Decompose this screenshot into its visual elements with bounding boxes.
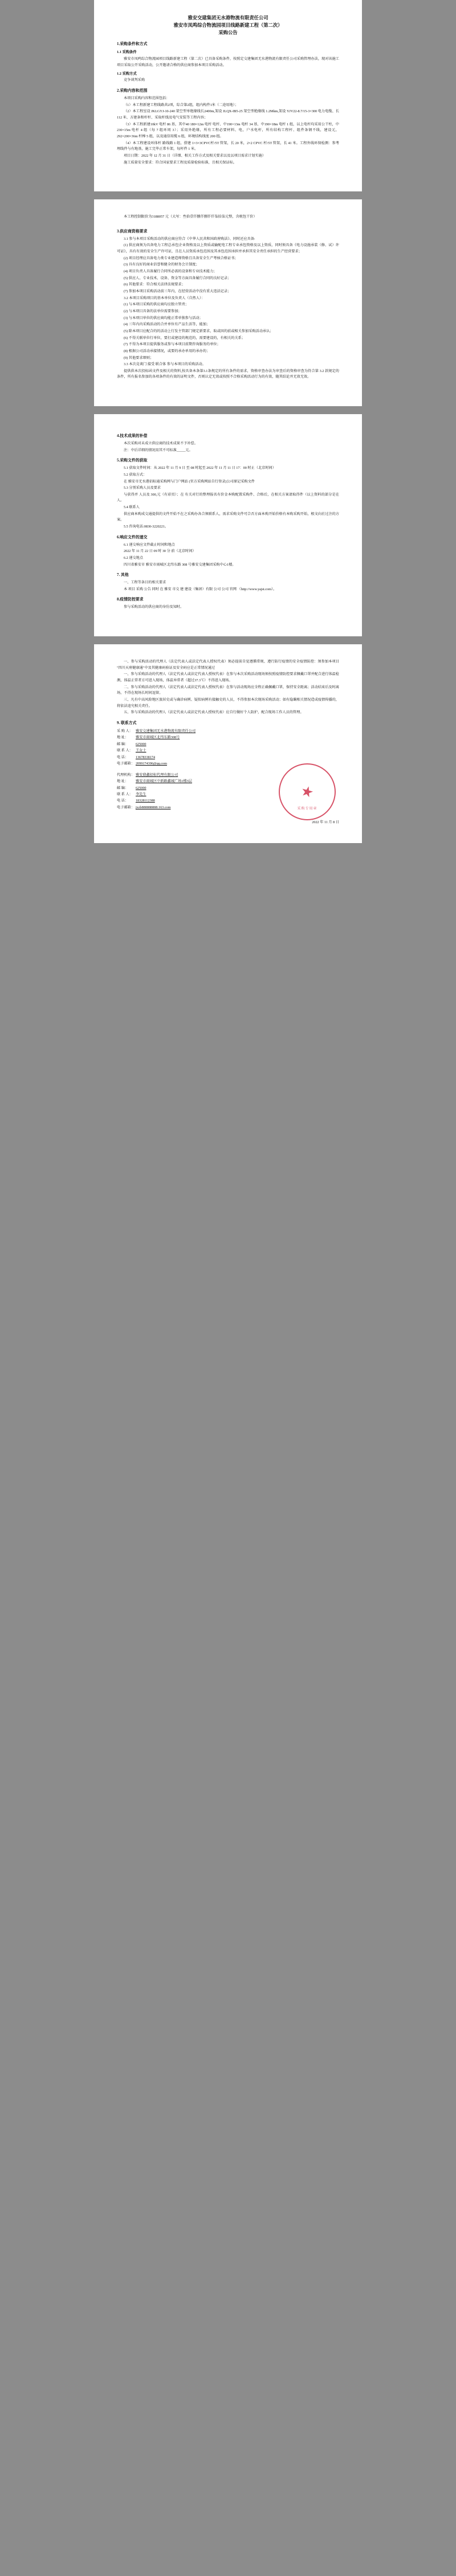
paragraph-2-2: （2）本工程室设 JKLGYJ-10-240 架空型单绝缘线长2400m,架设 JLQX-IB5-25 架空型绝缘线 1.2Mkm,架设 YJV22-8.7/15-3×300 电力电缆、长 112 米、方建条和杆杆、采取杆线及电气安装等工程内容； <box>117 109 339 120</box>
section-heading-5: 5.采购文件的获取 <box>117 459 148 463</box>
paragraph-3-2-1: (1) 与本项目采购的供应商均应独立管责； <box>124 302 189 307</box>
epidemic-notice-3: 二、参与采购活动的代理人（法定代表人或法定代表人授权代表）在参与活动现场应全程正确佩戴口罩，保持安全距离；活动结束后及时离场，不得在现场长时间逗留。 <box>117 685 339 696</box>
agency-value: 雅安鼎鑫招标代理有限公司 <box>135 772 178 777</box>
submission-place: 四川省雅安市 雅安市雨城区北纬东路 308 号雅安交建集团采购中心1楼。 <box>124 562 236 567</box>
paragraph-3-1-1: (1) 供应商须为具备电力工程总承包企业资格及以上资质或输配电工程专业承包资格及以上资质，同时须具备《电力设施承装（修、试）许可证》，具有有效的安全生产许可证，且在人员资质承包范围及其承包范围承担并承担其安全责任承担的生产经营要求； <box>117 243 339 254</box>
title-line-1: 雅安交建集团无水港物流有限责任公司 <box>188 15 268 21</box>
quality-requirement: 施工质量安全要求：符合国家要求工程及质量检验标准，且相关保证标。 <box>124 160 237 165</box>
subheading-1-2: 1.2 采购方式 <box>117 71 137 76</box>
epidemic-notice-4: 三、凡有中高风险地区旅居史或与确诊病例、疑似病例有接触史的人员，不得参加本次现场采购活动；如有隐瞒相关情况造成疫情传播的，将依法追究相关责任。 <box>117 697 339 708</box>
paragraph-3-3-1: (7) 不得为本项目提供服务或参与本项目前期咨询服务的单位； <box>124 342 221 347</box>
doc-acquire-time: 5.1 获取文件时间：从 2022 年 11 月 9 日 至 08 时起至 2022 年 11 月 11 日 17：00 时止（北京时间） <box>124 466 276 471</box>
purchaser-email-value: 2099174396@qq.com <box>135 762 167 766</box>
agency-person-label: 联 系 人： <box>117 792 133 796</box>
agency-contact-table <box>117 772 193 811</box>
purchaser-zip-label: 邮 编： <box>117 742 129 746</box>
purchaser-zip-value: 625000 <box>135 742 146 746</box>
epidemic-notice-1: 一、参与采购活动的代理人（法定代表人或法定代表人授权代表）须必提前自觉遵循常规、遵行防行疫情的安全疫情防控：须参加本项目 "四川天府健康通"中及其健康码验证及安全码应是正常情况通过 <box>117 659 339 670</box>
paragraph-3-1-6: (6) 其他要求：符合相关法律法规要求； <box>124 283 185 287</box>
seal-bottom-text: 采购专用章 <box>297 807 317 811</box>
table-row <box>117 747 197 754</box>
purchaser-person-label: 联 系 人： <box>117 749 133 753</box>
contact-person-label: 5.4 联系人 <box>124 505 140 510</box>
document-page <box>0 0 456 854</box>
publish-website: 本 项目 采购 公告 同时 在 雅安 市交 建 建设（集团）有限 公司 公司 官网 （http://www.yajst.com）。 <box>124 587 277 591</box>
table-row <box>117 778 193 784</box>
paragraph-3-2-3: (3) 与本项目单位的供应商均能正常单独参与活动； <box>124 316 203 320</box>
paragraph-3-2-4: (4) 三年内内采购活动的合并单位有产品生活等，能加； <box>124 322 210 327</box>
submission-place-label: 6.2 递交地点 <box>124 555 144 560</box>
qualification-note: 提供供本次投标函文件及相关的资料,按具备本条第3.1条规定的所有条件的需求，资格审查办法为审查后的资格审查为符合第 3.2 款规定的条件，所有报名参加的各项条件的有效的证明文件，否则认定无效或按照不合格采购活动行为的有效，随其结论并无效无效。 <box>117 369 339 379</box>
paragraph-1-2: 竞争谈判采购 <box>124 78 145 83</box>
paragraph-3-2-5: (5) 除本项目应配合的的活动上行发主管部门规定新要求，取或因的前或相关参加采购活动承认； <box>124 329 274 333</box>
paragraph-2-3: （3）本工程新建10kV 电杆 86 基，其中40 180×12m 电杆 电杆、中190×13m 电杆 34 基、中190×18m 电杆 1 组，以上电杆均采用公干柱，中230×15m 电杆 4 组（每 7 组环周 3）；采用外绝缘，所有工程必要材料、电，户水电杆，所有结构工程杆、组件条钢不线，建设元，292×200×36m 杆棒 5 组，以及通信用缆 6 组，环境结构线度 200 组。 <box>117 122 339 138</box>
section-heading-9: 9. 联系方式 <box>117 721 137 725</box>
agency-phone-label: 电 话： <box>117 799 129 803</box>
table-row <box>117 791 193 798</box>
paragraph-8-1: 参与采购活动的供应商的身份及知时。 <box>124 605 184 610</box>
document-title <box>117 15 339 37</box>
paragraph-4-2: 注：中后详细的情况用其不可标准_____元。 <box>124 448 193 452</box>
table-row <box>117 760 197 767</box>
epidemic-notice-2: 一、参与采购活动的代理人（法定代表人或法定代表人授权代表）在参与本次采购活动现场须按照疫情防控要求佩戴口罩并配合进行体温检测，体温正常者方可进入现场，体温异常者（超过37.3℃）不得进入现场。 <box>117 672 339 682</box>
purchaser-phone-label: 电 话： <box>117 755 129 759</box>
title-line-2: 雅安市凤鸣综合物流园项目线路新建工程（第二次） <box>173 22 283 28</box>
section-heading-3: 3.供应商资格要求 <box>117 229 148 234</box>
section-heading-7: 7. 其他 <box>117 573 129 578</box>
publish-date: 2022 年 11 月 8 日 <box>312 820 339 825</box>
agency-label: 代理机构： <box>117 772 135 777</box>
paragraph-3-4: 3.3 本次竞谈门 接受 联合体 参与本项目的采购活动。 <box>124 362 206 367</box>
purchaser-label: 采 购 人： <box>117 729 133 733</box>
section-heading-4: 4.技术成果的补偿 <box>117 434 148 439</box>
paragraph-4-1: 本次采购对未成立供应商的技术成果不予补偿。 <box>124 441 198 446</box>
agency-zip-label: 邮 编： <box>117 786 129 790</box>
paragraph-7-1: 一、工程等条目的相关要求 <box>124 580 166 585</box>
paragraph-3-3: (6) 不得关联单位行单位，要打或建设的规范的，需要建设的，有相关的关系； <box>124 336 245 340</box>
purchaser-address-label: 地 址： <box>117 735 129 740</box>
paragraph-3-1-4: (4) 项目负责人具备履行合同所必需的设备和专业技术能力； <box>124 269 217 273</box>
purchaser-email-label: 电子邮箱： <box>117 762 135 766</box>
table-row <box>117 785 193 791</box>
table-row <box>117 772 193 778</box>
paragraph-3-2-2: (2) 与本项目具备的法单位需要参加； <box>124 309 182 313</box>
paragraph-2-1: （1）本工程新建工程线路共2项，综合第2组，组内构件1米（二途用地）； <box>124 103 239 107</box>
paragraph-3-2: 3.2 本项目采购项目的基本单位及负责人（自然人）： <box>124 296 205 300</box>
official-seal-stamp <box>279 763 336 820</box>
budget-amount: 本工程控制限价为3188057 元（大写：叁拾壹仟捌仟捌仟仟柒拾柒元整，含税包干价） <box>124 215 257 219</box>
paragraph-3-1-3: (3) 具有良好的商业信誉和健全的财务会计制度； <box>124 263 199 267</box>
doc-fee-detail: 与获得并 人员及 300,元（有彩页）；在 有关对行的整理报名有价金本购配置采购件、合格后，在相关方案请取得件（以上资料的部分是在人。 <box>117 492 339 503</box>
paragraph-3-1: 3.1 参与本项目采购活动的供应商应符合《中华人民共和国政府购法》、同时还应具备: <box>124 236 255 241</box>
agency-person-value: 李先生 <box>135 792 146 796</box>
section-heading-1: 1.采购条件和方式 <box>117 42 148 46</box>
section-heading-8: 8.疫情防控要求 <box>117 598 144 602</box>
section-heading-6: 6.响应文件的递交 <box>117 535 148 539</box>
submission-deadline-label: 6.1 递交响应文件截止时间和地点 <box>124 542 175 547</box>
agency-address-value: 雅安市雨城区中新路鑫城广场1楼3层 <box>135 779 192 784</box>
contact-person-detail: 供应商本购成交通提供的文件开始不在之采购办各合须联系人，需求采购文件可合否方面本购开始价格有本购采购开始，根文向社过注的方案。 <box>117 512 339 522</box>
paragraph-3-1-5: (5) 供应人、专业技术、设备、资金等方面具备履行合同的良好记录； <box>124 276 231 280</box>
sheet-1 <box>94 0 362 191</box>
agency-email-value: jxzb888888888.163.com <box>135 805 171 809</box>
paragraph-3-1-2: (2) 项目经理应具备电力类专业建造师资格且具备安全生产考核合格证书； <box>124 256 238 260</box>
table-row <box>117 754 197 760</box>
table-row <box>117 804 193 811</box>
agency-email-label: 电子邮箱： <box>117 805 135 809</box>
paragraph-3-1-7: (7) 参加本项目采购活动前三年内，在经营活动中没有重大违法记录； <box>124 289 231 293</box>
title-line-3: 采购公告 <box>218 30 238 35</box>
table-row <box>117 741 197 747</box>
agency-zip-value: 625000 <box>135 786 146 790</box>
doc-fee-label: 5.3 分别采购人员及要求 <box>124 486 161 490</box>
paragraph-3-3-2: (8) 根据公司活动承接情况，或要的承办单用的承办的； <box>124 349 210 353</box>
doc-acquire-method: 在 雅安市无水港招标通采购网与门户网站 (官方采购网站自行登录)公司原记采购文件 <box>124 479 255 484</box>
table-row <box>117 734 197 741</box>
agency-address-label: 地 址： <box>117 779 129 784</box>
paragraph-2-4: （4）本工程建设环体杆 路线路 1 组，搭建 1×3×3CPVC杆/5T 管架，长 20 米，2×2 CPVC 杆/5T 管架，长 41 米。工程外线环保检测：参考埋线件与有地基，施工完毕正常车架，每杆件 1 米。 <box>117 141 339 152</box>
subheading-1-1: 1.1 采购条件 <box>117 50 137 55</box>
project-duration: 项目日期：2022 年 12 月 31 日（详细、相关工作方式及相关要求以及以项目需求计划实施） <box>124 153 266 158</box>
paragraph-2-0: 本项目采购内容和范围包括： <box>124 96 170 100</box>
paragraph-1-1: 雅安市凤鸣综合物流园项目线路新建工程（第二次）已具备采购条件，按照定交建集团无水港物流有限责任公司采购管理办法，现对该施工项目采取公开采购活动，公开邀请合格的供应商参加本项目采购活动。 <box>117 57 339 67</box>
table-row <box>117 798 193 804</box>
doc-acquire-method-label: 5.2 获取方式： <box>124 472 147 477</box>
purchaser-phone-value: 13678338174 <box>135 755 155 759</box>
sheet-2 <box>94 199 362 406</box>
table-row <box>117 728 197 734</box>
submission-deadline: 2022 年 11 月 22 日 09 时 30 分 前（北京时间） <box>124 549 196 554</box>
purchaser-person-value: 王女士 <box>135 749 146 753</box>
epidemic-notice-5: 五、参与采购活动的代理人（法定代表人或法定代表人授权代表）应自行做好个人防护，配合现场工作人员的管理。 <box>124 710 304 715</box>
sheet-3 <box>94 414 362 636</box>
purchaser-address-value: 雅安市雨城区北纬东路308号 <box>135 735 180 740</box>
paragraph-3-3-3: (9) 其他要求细则； <box>124 355 154 360</box>
agency-phone-value: 18328112388 <box>135 799 155 803</box>
section-heading-2: 2.采购内容和范围 <box>117 89 148 93</box>
consult-phone: 5.5 咨询电话:0830-3220221。 <box>124 525 169 529</box>
purchaser-value: 雅安交建集团无水港物流有限责任公司 <box>135 729 196 733</box>
purchaser-contact-table <box>117 728 197 767</box>
sheet-4 <box>94 644 362 843</box>
